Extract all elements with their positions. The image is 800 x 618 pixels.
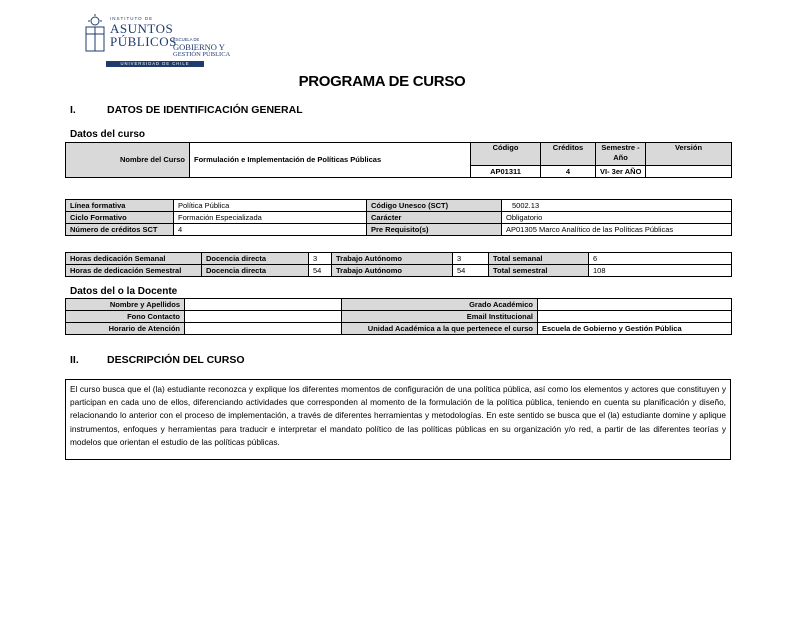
fono-label: Fono Contacto — [66, 311, 185, 323]
logo-gob1: GOBIERNO Y — [173, 42, 225, 52]
section-number: II. — [70, 354, 79, 366]
creditos-label: Créditos — [541, 143, 596, 166]
hours-table — [65, 252, 732, 277]
linea-label: Línea formativa — [66, 200, 174, 212]
trabajo-autonomo-label: Trabajo Autónomo — [332, 253, 453, 265]
prereq-value: AP01305 Marco Analítico de las Políticas Públicas — [502, 224, 732, 236]
trabajo-autonomo-label: Trabajo Autónomo — [332, 265, 453, 277]
num-creditos-value: 4 — [174, 224, 367, 236]
logo-band: UNIVERSIDAD DE CHILE — [106, 61, 204, 67]
section-title: DESCRIPCIÓN DEL CURSO — [107, 354, 245, 366]
codigo-label: Código — [471, 143, 541, 166]
trabajo-autonomo-value: 3 — [453, 253, 489, 265]
docencia-directa-label: Docencia directa — [202, 253, 309, 265]
logo-line1: INSTITUTO DE — [110, 16, 154, 21]
logo-escuela-de: ESCUELA DE — [173, 37, 200, 42]
linea-value: Política Pública — [174, 200, 367, 212]
docencia-directa-label: Docencia directa — [202, 265, 309, 277]
total-semestral-label: Total semestral — [489, 265, 589, 277]
num-creditos-label: Número de créditos SCT — [66, 224, 174, 236]
logo-line2: ASUNTOS — [110, 21, 174, 36]
info-table — [65, 199, 732, 236]
email-label: Email Institucional — [342, 311, 538, 323]
version-value — [646, 166, 732, 178]
creditos-value: 4 — [541, 166, 596, 178]
description-text: El curso busca que el (la) estudiante reconozca y explique los diferentes momentos de configuración de una política pública, así como los elementos y actores que constituyen y participan en cada uno de ellos, diferenciando actividades que corresponden al momento de la formulación de la política pública, teniendo en cuenta su planificación y diseño, relacionando lo anterior con el proceso de implementación, a través de diferentes herramientas y metodologías. En este sentido se busca que el (la) estudiante domine y aplique instrumentos, enfoques y herramientas para traducir e interpretar el mandato político de las políticas públicas en su organización y/o red, a partir de las diferentes teorías y modelos que orientan el estudio de las políticas públicas. — [70, 384, 726, 447]
institution-logo — [80, 14, 235, 68]
logo-line3: PÚBLICOS — [110, 34, 177, 49]
ciclo-value: Formación Especializada — [174, 212, 367, 224]
teacher-table — [65, 298, 732, 335]
unidad-value: Escuela de Gobierno y Gestión Pública — [538, 323, 732, 335]
grado-label: Grado Académico — [342, 299, 538, 311]
description-box — [65, 379, 731, 460]
version-label: Versión — [646, 143, 732, 166]
unesco-label: Código Unesco (SCT) — [367, 200, 502, 212]
grado-value — [538, 299, 732, 311]
total-semanal-value: 6 — [589, 253, 732, 265]
logo-gob2: GESTIÓN PÚBLICA — [173, 51, 231, 58]
horario-label: Horario de Atención — [66, 323, 185, 335]
total-semanal-label: Total semanal — [489, 253, 589, 265]
unesco-value: 5002.13 — [502, 200, 732, 212]
caracter-label: Carácter — [367, 212, 502, 224]
horas-semanal-label: Horas dedicación Semanal — [66, 253, 202, 265]
total-semestral-value: 108 — [589, 265, 732, 277]
nombre-docente-value — [185, 299, 342, 311]
caracter-value: Obligatorio — [502, 212, 732, 224]
fono-value — [185, 311, 342, 323]
docencia-directa-value: 54 — [309, 265, 332, 277]
trabajo-autonomo-value: 54 — [453, 265, 489, 277]
section-number: I. — [70, 104, 76, 116]
horas-semestral-label: Horas de dedicación Semestral — [66, 265, 202, 277]
subsection-heading: Datos del curso — [70, 129, 146, 140]
course-name-value: Formulación e Implementación de Políticas Públicas — [190, 143, 471, 178]
unidad-label: Unidad Académica a la que pertenece el curso — [342, 323, 538, 335]
course-table — [65, 142, 732, 178]
ciclo-label: Ciclo Formativo — [66, 212, 174, 224]
course-name-label: Nombre del Curso — [66, 143, 190, 178]
page-title: PROGRAMA DE CURSO — [298, 73, 466, 90]
section-title: DATOS DE IDENTIFICACIÓN GENERAL — [107, 104, 303, 116]
semestre-label: Semestre - Año — [596, 143, 646, 166]
semestre-value: VI- 3er AÑO — [596, 166, 646, 178]
docencia-directa-value: 3 — [309, 253, 332, 265]
prereq-label: Pre Requisito(s) — [367, 224, 502, 236]
email-value — [538, 311, 732, 323]
nombre-docente-label: Nombre y Apellidos — [66, 299, 185, 311]
codigo-value: AP01311 — [471, 166, 541, 178]
horario-value — [185, 323, 342, 335]
seal-icon — [83, 14, 107, 54]
subsection-heading: Datos del o la Docente — [70, 286, 178, 297]
